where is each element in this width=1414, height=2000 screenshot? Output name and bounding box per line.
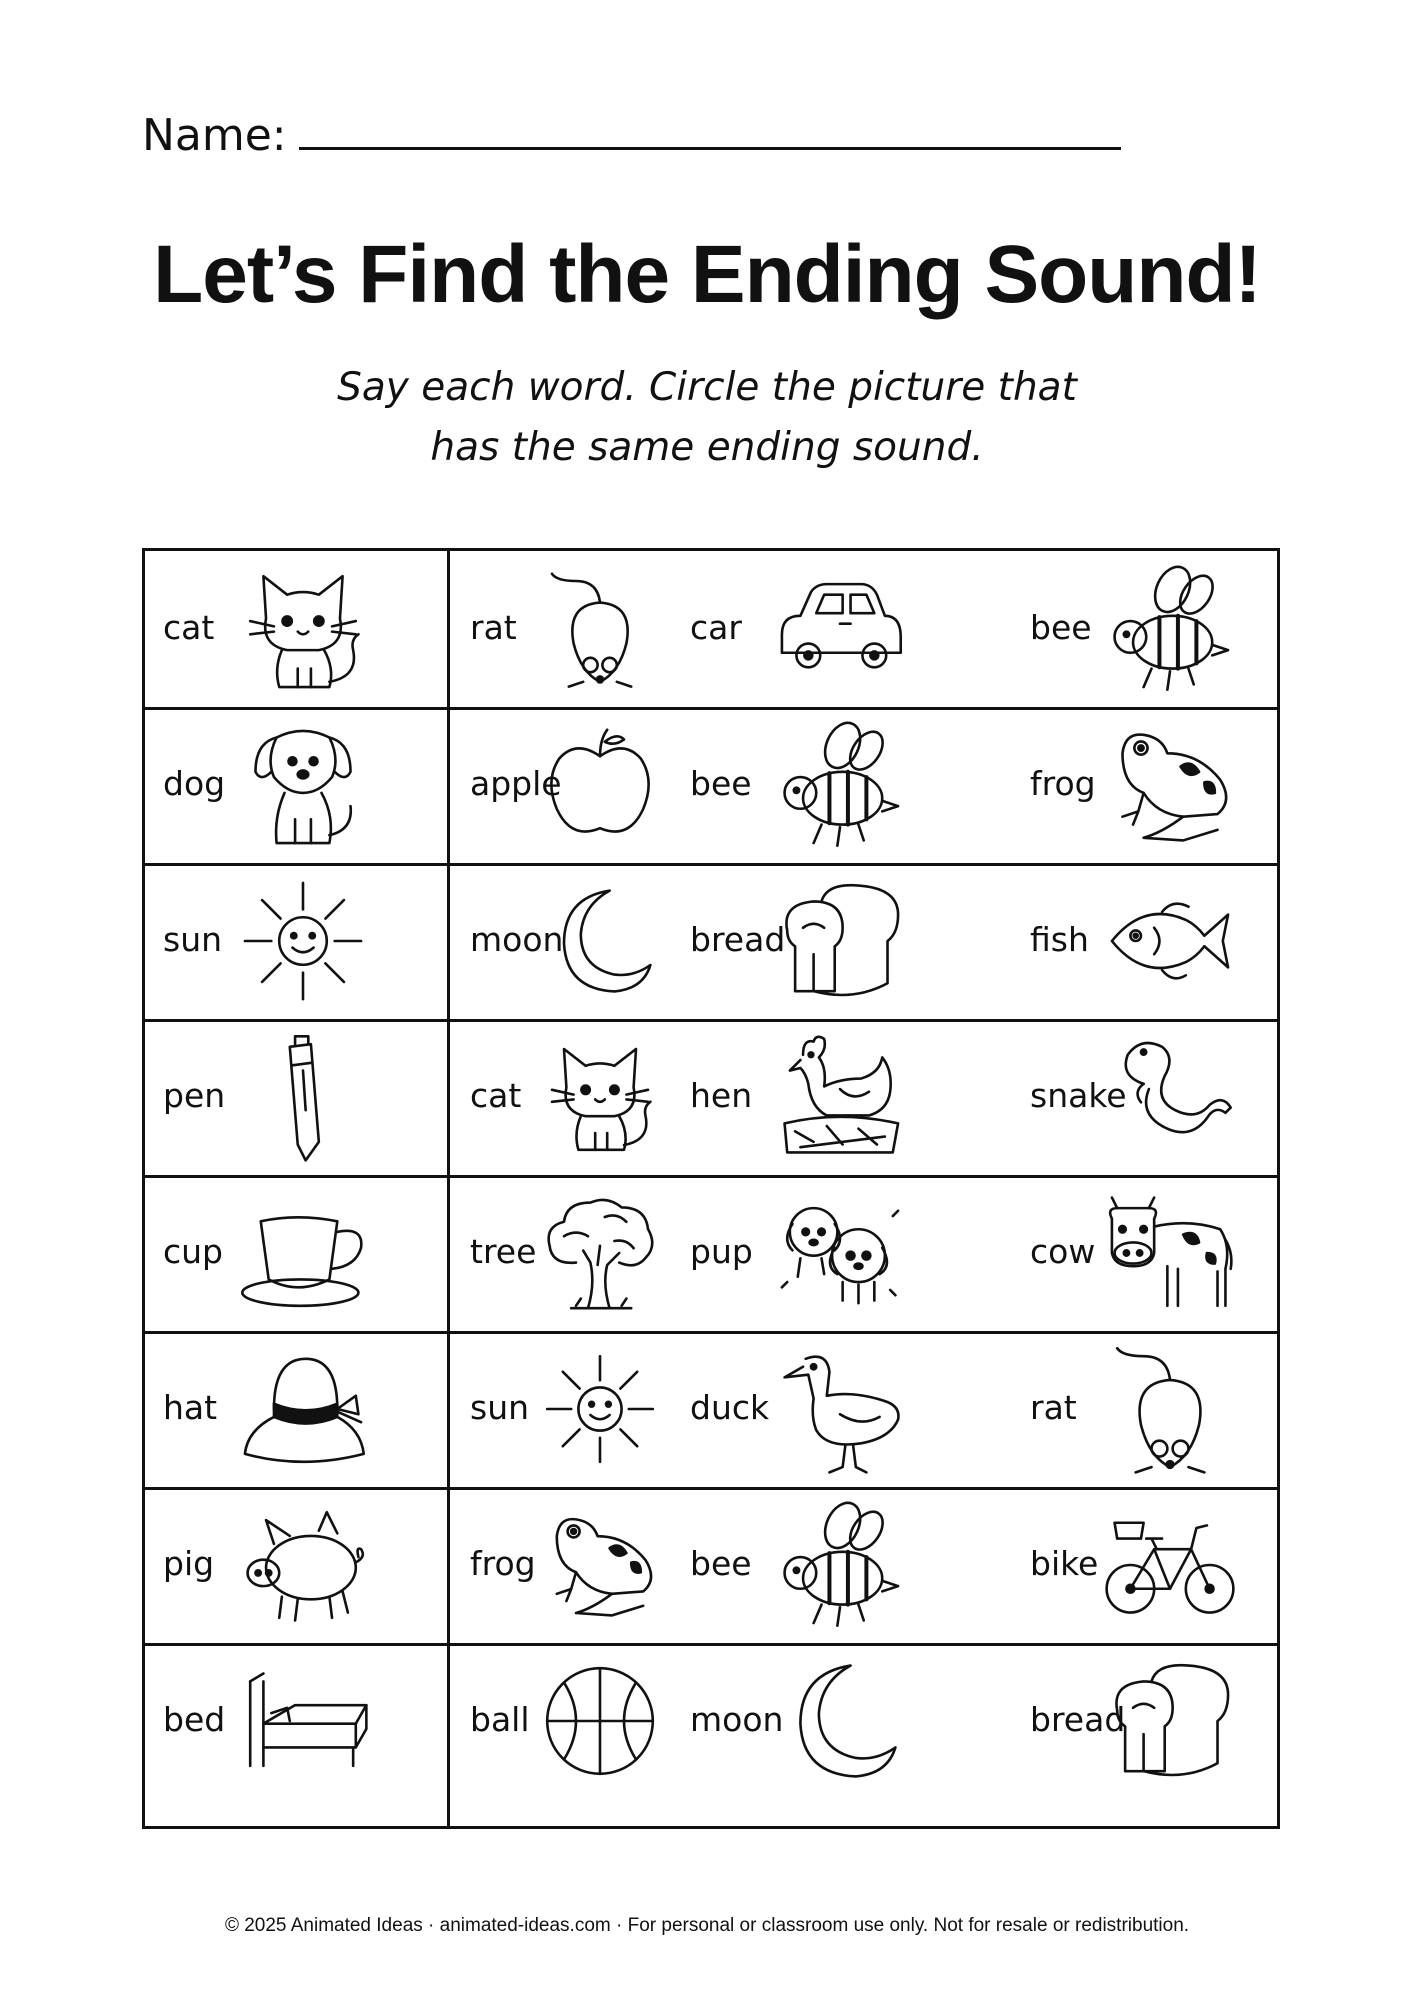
bread-icon[interactable] — [770, 875, 910, 1007]
worksheet-row — [145, 1019, 1277, 1178]
sun-icon[interactable] — [540, 1343, 660, 1475]
ball-icon[interactable] — [540, 1655, 660, 1787]
choice-word: bread — [1030, 1700, 1126, 1739]
prompt-word: pen — [163, 1076, 226, 1115]
pen-icon — [233, 1031, 373, 1163]
choice-word: bee — [690, 764, 752, 803]
sun-icon — [233, 875, 373, 1007]
mouse-icon[interactable] — [540, 563, 660, 695]
instructions-line-1: Say each word. Circle the picture that — [337, 365, 1077, 410]
choice-word: sun — [470, 1388, 530, 1427]
frog-icon[interactable] — [540, 1499, 660, 1631]
choice-word: cat — [470, 1076, 522, 1115]
puppies-icon[interactable] — [770, 1187, 910, 1319]
frog-icon[interactable] — [1100, 719, 1240, 851]
hen-icon[interactable] — [770, 1031, 910, 1163]
choice-word: moon — [470, 920, 564, 959]
worksheet-grid — [142, 548, 1280, 1829]
bed-icon — [233, 1655, 373, 1787]
cup-icon — [233, 1187, 373, 1319]
worksheet-row — [145, 1175, 1277, 1334]
tree-icon[interactable] — [540, 1187, 660, 1319]
duck-icon[interactable] — [770, 1343, 910, 1475]
cat-icon[interactable] — [540, 1031, 660, 1163]
bee-icon[interactable] — [770, 719, 910, 851]
choice-word: cow — [1030, 1232, 1096, 1271]
choice-word: car — [690, 608, 742, 647]
worksheet-row — [145, 707, 1277, 866]
choice-word: rat — [1030, 1388, 1077, 1427]
choice-word: frog — [1030, 764, 1096, 803]
prompt-word: cat — [163, 608, 215, 647]
worksheet-row — [145, 551, 1277, 710]
choice-word: fish — [1030, 920, 1089, 959]
choice-word: bee — [690, 1544, 752, 1583]
worksheet-row — [145, 863, 1277, 1022]
bee-icon[interactable] — [770, 1499, 910, 1631]
prompt-word: bed — [163, 1700, 226, 1739]
cat-icon — [233, 563, 373, 695]
footer-copyright: © 2025 Animated Ideas · animated-ideas.com · For personal or classroom use only. Not for resale or redistribution. — [224, 1915, 1190, 1936]
instructions — [0, 358, 1414, 478]
bee-icon[interactable] — [1100, 563, 1240, 695]
cow-icon[interactable] — [1100, 1187, 1240, 1319]
fish-icon[interactable] — [1100, 875, 1240, 1007]
worksheet-title: Let’s Find the Ending Sound! — [153, 229, 1261, 320]
pig-icon — [233, 1499, 373, 1631]
moon-icon[interactable] — [540, 875, 660, 1007]
choice-word: duck — [690, 1388, 770, 1427]
choice-word: bee — [1030, 608, 1092, 647]
prompt-word: cup — [163, 1232, 224, 1271]
name-field[interactable] — [142, 110, 1121, 161]
choice-word: snake — [1030, 1076, 1127, 1115]
prompt-word: pig — [163, 1544, 215, 1583]
instructions-line-2: has the same ending sound. — [430, 425, 984, 470]
worksheet-row — [145, 1331, 1277, 1490]
hat-icon — [233, 1343, 373, 1475]
worksheet-row — [145, 1643, 1277, 1826]
choice-word: ball — [470, 1700, 530, 1739]
name-label: Name: — [142, 110, 287, 161]
dog-icon — [233, 719, 373, 851]
mouse-icon[interactable] — [1100, 1343, 1240, 1475]
choice-word: apple — [470, 764, 562, 803]
choice-word: moon — [690, 1700, 784, 1739]
name-blank-line[interactable] — [299, 111, 1121, 150]
choice-word: pup — [690, 1232, 753, 1271]
choice-word: bike — [1030, 1544, 1099, 1583]
bread-icon[interactable] — [1100, 1655, 1240, 1787]
choice-word: hen — [690, 1076, 753, 1115]
snake-icon[interactable] — [1100, 1031, 1240, 1163]
apple-icon[interactable] — [540, 719, 660, 851]
prompt-word: dog — [163, 764, 226, 803]
choice-word: tree — [470, 1232, 537, 1271]
prompt-word: hat — [163, 1388, 218, 1427]
choice-word: bread — [690, 920, 786, 959]
bike-icon[interactable] — [1100, 1499, 1240, 1631]
moon-icon[interactable] — [770, 1655, 910, 1787]
prompt-word: sun — [163, 920, 223, 959]
worksheet-row — [145, 1487, 1277, 1646]
car-icon[interactable] — [770, 563, 910, 695]
choice-word: frog — [470, 1544, 536, 1583]
choice-word: rat — [470, 608, 517, 647]
